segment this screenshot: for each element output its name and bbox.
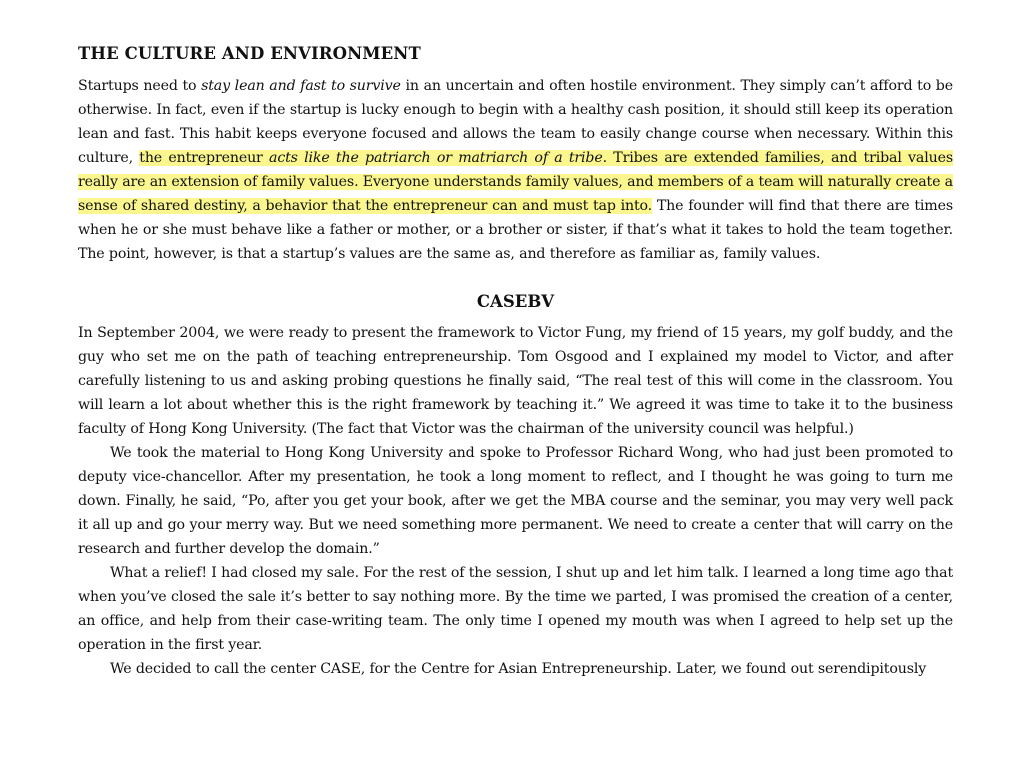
case-paragraph-2: We took the material to Hong Kong University and spoke to Professor Richard Wong, who had just been promoted to deputy vice-chancellor. After my presentation, he took a long moment to reflect, and I thought he was going to turn me down. Finally, he said, “Po, after you get your book, after we get the MBA course and the seminar, you may very well pack it all up and go your merry way. But we need something more permanent. We need to create a center that will carry on the research and further develop the domain.” [78, 445, 953, 557]
page-content [78, 44, 953, 681]
case-paragraph-4: We decided to call the center CASE, for the Centre for Asian Entrepreneurship. Later, we found out serendipitously [110, 661, 927, 677]
highlight-text-start: the entrepreneur [139, 150, 270, 166]
case-paragraph-1: In September 2004, we were ready to present the framework to Victor Fung, my friend of 15 years, my golf buddy, and the guy who set me on the path of teaching entrepreneurship. Tom Osgood and I explained my model to Victor, and after carefully listening to us and asking probing questions he finally said, “The real test of this will come in the classroom. You will learn a lot about whether this is the right framework by teaching it.” We agreed it was time to take it to the business faculty of Hong Kong University. (The fact that Victor was the chairman of the university council was helpful.) [78, 325, 953, 437]
culture-emphasis-lean: stay lean and fast to survive [201, 78, 401, 94]
highlight-emphasis-patriarch: acts like the patriarch or matriarch of a tribe [269, 150, 603, 166]
culture-paragraph [78, 74, 953, 266]
highlight-text-tribe: . Tribes are extended families, and tribal values really are an extension of family values. Everyone understands family values, and members of a team will naturally create a sense of shared destiny, a behavior that the entrepreneur can and must tap into. [78, 150, 953, 214]
case-paragraph-3: What a relief! I had closed my sale. For the rest of the session, I shut up and let him talk. I learned a long time ago that when you’ve closed the sale it’s better to say nothing more. By the time we parted, I was promised the creation of a center, an office, and help from their case-writing team. The only time I opened my mouth was when I agreed to help set up the operation in the first year. [78, 565, 953, 653]
culture-text-end: The founder will find that there are times when he or she must behave like a father or mother, or a brother or sister, if that’s what it takes to hold the team together. The point, however, is that a startup’s values are the same as, and therefore as familiar as, family values. [78, 198, 953, 262]
section-heading: THE CULTURE AND ENVIRONMENT [78, 44, 421, 63]
case-heading: CASEBV [476, 292, 555, 311]
culture-text-body: in an uncertain and often hostile environment. They simply can’t afford to be otherwise. In fact, even if the startup is lucky enough to begin with a healthy cash position, it should still keep its operation lean and fast. This habit keeps everyone focused and allows the team to easily change course when necessary. Within this culture, [78, 78, 953, 166]
culture-text-intro: Startups need to [78, 78, 202, 94]
